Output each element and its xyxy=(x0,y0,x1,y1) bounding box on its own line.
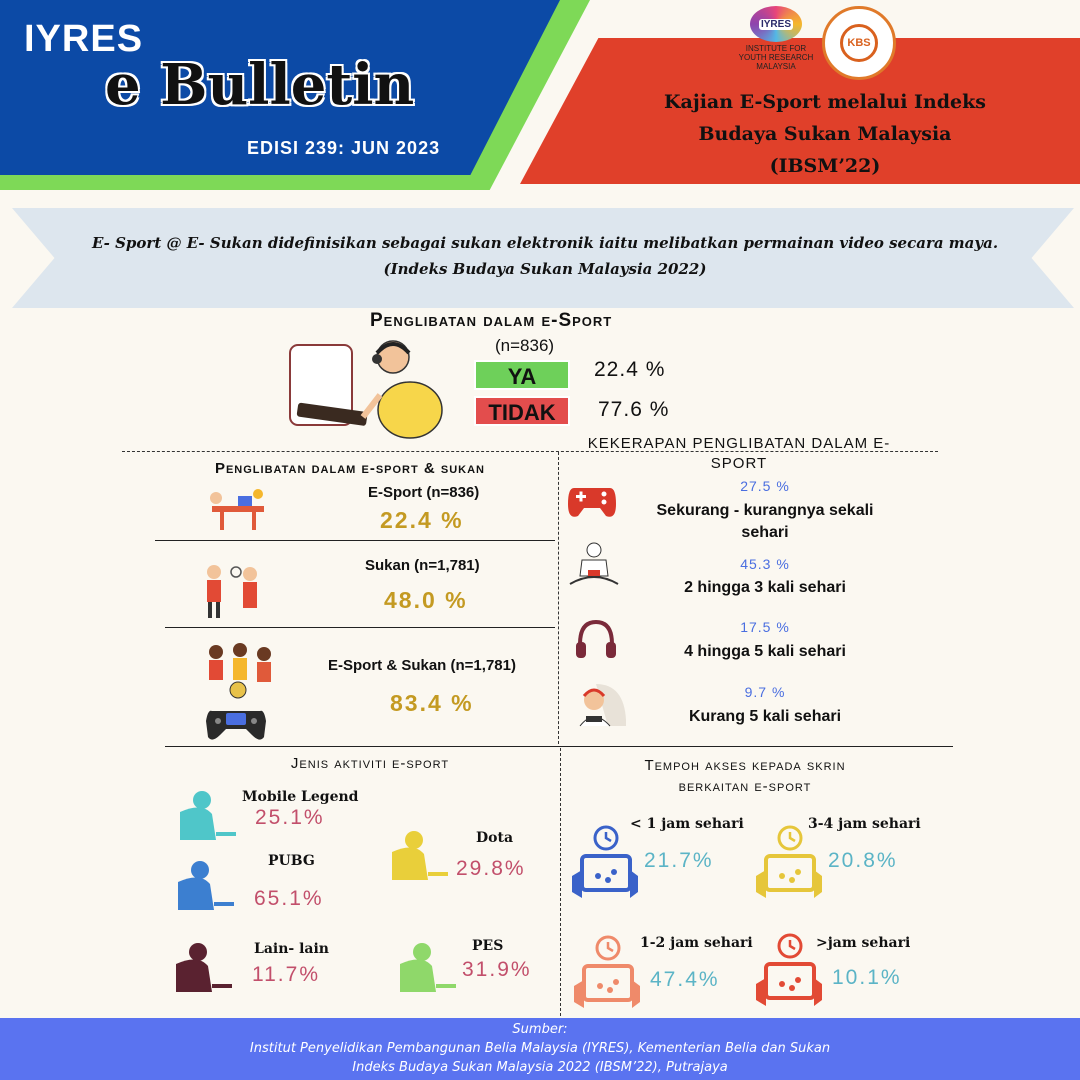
pubg-label: PUBG xyxy=(268,853,315,869)
sport-label: Sukan (n=1,781) xyxy=(365,557,480,574)
sport-group-icon xyxy=(200,640,280,700)
edition-label: EDISI 239: JUN 2023 xyxy=(247,138,441,158)
mobile-legend-percentage: 25.1% xyxy=(255,806,325,829)
row-divider-2 xyxy=(165,627,555,628)
row-divider-1 xyxy=(155,540,555,541)
screen-more-icon xyxy=(752,932,822,1010)
screen-time-title xyxy=(600,755,890,797)
row-divider-3 xyxy=(165,746,953,747)
yes-badge: YA xyxy=(474,360,570,390)
frequency-title-line-2: SPORT xyxy=(710,455,768,472)
kbs-logo-badge: KBS xyxy=(840,24,878,62)
freq-2-percentage: 45.3 % xyxy=(740,556,790,572)
activities-title: Jenis aktiviti e-sport xyxy=(290,755,450,772)
gamer-sitting-icon xyxy=(566,540,622,590)
esport-sport-percentage: 83.4 % xyxy=(390,690,474,716)
iyres-logo-caption: INSTITUTE FOR YOUTH RESEARCH MALAYSIA xyxy=(738,44,814,71)
frequency-title-line-1: KEKERAPAN PENGLIBATAN DALAM E- xyxy=(587,435,891,452)
screen-3to4-percentage: 20.8% xyxy=(828,849,898,872)
screen-less1-label: < 1 jam sehari xyxy=(630,816,744,832)
mobile-legend-label: Mobile Legend xyxy=(242,789,359,805)
esport-sport-label: E-Sport & Sukan (n=1,781) xyxy=(328,657,516,674)
other-label: Lain- lain xyxy=(254,941,329,957)
pes-percentage: 31.9% xyxy=(462,958,532,981)
footer-line-1: Sumber: xyxy=(512,1022,568,1037)
dota-gamer-icon xyxy=(384,830,450,886)
screen-3to4-label: 3-4 jam sehari xyxy=(808,816,921,832)
esport-label: E-Sport (n=836) xyxy=(368,484,480,501)
footer-source xyxy=(0,1020,1080,1077)
definition-line-2: (Indeks Budaya Sukan Malaysia 2022) xyxy=(383,260,707,278)
middle-divider-top xyxy=(558,452,559,744)
brand-name: IYRES xyxy=(24,18,144,60)
definition-line-1: E- Sport @ E- Sukan didefinisikan sebagai sukan elektronik iaitu melibatkan permainan video secara maya. xyxy=(91,234,999,252)
gamer-illustration xyxy=(285,335,450,440)
freq-3-label: 4 hingga 5 kali sehari xyxy=(684,643,846,660)
freq-1-label-line-2: sehari xyxy=(741,524,789,541)
involvement-title: Penglibatan dalam e-Sport xyxy=(370,310,613,331)
screen-more-label: >jam sehari xyxy=(816,935,911,951)
page-title-line-2: Budaya Sukan Malaysia xyxy=(698,123,952,145)
iyres-logo xyxy=(750,6,802,42)
screen-time-title-line-2: berkaitan e-sport xyxy=(678,778,812,795)
no-badge: TIDAK xyxy=(474,396,570,426)
screen-3to4-icon xyxy=(752,824,822,902)
screen-1to2-percentage: 47.4% xyxy=(650,968,720,991)
screen-1to2-label: 1-2 jam sehari xyxy=(640,935,753,951)
freq-4-label: Kurang 5 kali sehari xyxy=(688,708,842,725)
pubg-percentage: 65.1% xyxy=(254,887,324,910)
freq-4-percentage: 9.7 % xyxy=(744,684,786,700)
dota-label: Dota xyxy=(476,830,514,846)
freq-1-percentage: 27.5 % xyxy=(740,478,790,494)
pes-label: PES xyxy=(472,938,504,954)
sport-kids-icon xyxy=(192,560,272,620)
involvement-sample: (n=836) xyxy=(495,336,555,355)
mobile-legend-gamer-icon xyxy=(172,790,238,846)
sport-percentage: 48.0 % xyxy=(384,587,468,613)
footer-line-2: Institut Penyelidikan Pembangunan Belia Malaysia (IYRES), Kementerian Belia dan Sukan xyxy=(249,1041,831,1056)
page-title-line-3: (IBSM’22) xyxy=(769,155,881,177)
freq-2-label: 2 hingga 3 kali sehari xyxy=(684,579,846,596)
freq-1-label xyxy=(630,500,900,544)
esport-sport-title: Penglibatan dalam e-sport & sukan xyxy=(214,460,486,477)
freq-1-label-line-1: Sekurang - kurangnya sekali xyxy=(656,502,874,519)
iyres-logo-badge: IYRES xyxy=(760,18,791,30)
screen-less1-percentage: 21.7% xyxy=(644,849,714,872)
definition-text xyxy=(40,230,1050,282)
pubg-gamer-icon xyxy=(170,860,236,916)
frequency-title xyxy=(560,434,918,474)
kbs-logo xyxy=(822,6,896,80)
controller-icon xyxy=(204,703,268,743)
middle-divider-bottom xyxy=(560,748,561,1016)
freq-3-percentage: 17.5 % xyxy=(740,619,790,635)
yes-percentage: 22.4 % xyxy=(594,358,666,381)
footer-line-3: Indeks Budaya Sukan Malaysia 2022 (IBSM’22), Putrajaya xyxy=(352,1060,728,1075)
other-gamer-icon xyxy=(168,942,234,998)
dota-percentage: 29.8% xyxy=(456,857,526,880)
gamer-headset-icon xyxy=(570,680,628,730)
other-percentage: 11.7% xyxy=(252,963,320,986)
esport-percentage: 22.4 % xyxy=(380,507,464,533)
gamepad-icon xyxy=(566,478,618,522)
pes-gamer-icon xyxy=(392,942,458,998)
no-percentage: 77.6 % xyxy=(598,398,670,421)
bulletin-title: e Bulletin xyxy=(105,52,415,118)
screen-more-percentage: 10.1% xyxy=(832,966,902,989)
page-title xyxy=(640,86,1010,182)
headphones-icon xyxy=(574,618,618,662)
page-title-line-1: Kajian E-Sport melalui Indeks xyxy=(664,91,986,113)
screen-1to2-icon xyxy=(570,934,640,1012)
esport-group-icon xyxy=(198,484,278,534)
screen-less1-icon xyxy=(568,824,638,902)
screen-time-title-line-1: Tempoh akses kepada skrin xyxy=(644,757,846,774)
